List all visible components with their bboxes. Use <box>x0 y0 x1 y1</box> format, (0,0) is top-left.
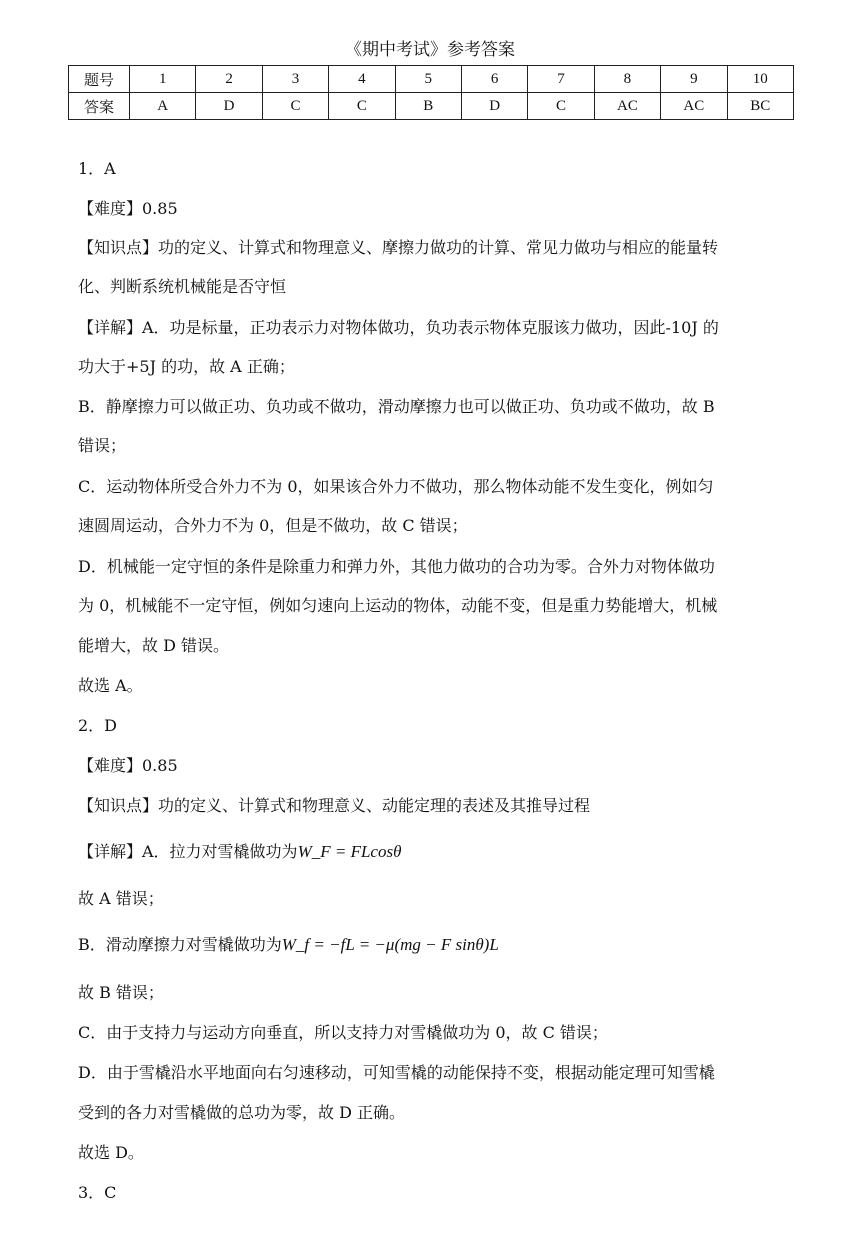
table-cell: D <box>196 93 262 120</box>
choice-line: 故选 A。 <box>78 676 143 695</box>
row-label-number: 题号 <box>69 66 130 93</box>
explanation-line: 错误； <box>78 436 127 455</box>
table-cell: B <box>395 93 461 120</box>
explanation-text: 【详解】A．拉力对雪橇做功为 <box>78 842 298 861</box>
table-cell: 1 <box>130 66 196 93</box>
table-cell: 5 <box>395 66 461 93</box>
table-cell: 10 <box>727 66 793 93</box>
question-2-heading: 2．D <box>78 716 118 735</box>
explanation-line: 受到的各力对雪橇做的总功为零，故 D 正确。 <box>78 1103 406 1122</box>
explanation-line <box>78 934 499 956</box>
table-cell: BC <box>727 93 793 120</box>
row-label-answer: 答案 <box>69 93 130 120</box>
table-cell: D <box>461 93 527 120</box>
explanation-line: 能增大，故 D 错误。 <box>78 636 230 655</box>
table-row <box>69 93 794 120</box>
table-row <box>69 66 794 93</box>
difficulty-line: 【难度】0.85 <box>78 199 178 218</box>
difficulty-line: 【难度】0.85 <box>78 756 178 775</box>
explanation-line: D．机械能一定守恒的条件是除重力和弹力外，其他力做功的合功为零。合外力对物体做功 <box>78 557 715 576</box>
table-cell: 9 <box>661 66 727 93</box>
table-cell: 7 <box>528 66 594 93</box>
page-title: 《期中考试》参考答案 <box>345 40 515 60</box>
explanation-line <box>78 841 401 863</box>
choice-line: 故选 D。 <box>78 1143 144 1162</box>
question-1-heading: 1．A <box>78 159 116 178</box>
explanation-line: 速圆周运动，合外力不为 0，但是不做功，故 C 错误； <box>78 516 468 535</box>
table-cell: C <box>262 93 328 120</box>
knowledge-point-line: 【知识点】功的定义、计算式和物理意义、动能定理的表述及其推导过程 <box>78 796 591 815</box>
table-cell: 2 <box>196 66 262 93</box>
question-3-heading: 3．C <box>78 1183 117 1202</box>
explanation-line: 故 A 错误； <box>78 889 164 908</box>
explanation-line: 故 B 错误； <box>78 983 164 1002</box>
table-cell: C <box>528 93 594 120</box>
explanation-line: C．由于支持力与运动方向垂直，所以支持力对雪橇做功为 0，故 C 错误； <box>78 1023 608 1042</box>
explanation-line: D．由于雪橇沿水平地面向右匀速移动，可知雪橇的动能保持不变，根据动能定理可知雪橇 <box>78 1063 715 1082</box>
table-cell: C <box>329 93 395 120</box>
explanation-line: B．静摩擦力可以做正功、负功或不做功，滑动摩擦力也可以做正功、负功或不做功，故 B <box>78 397 715 416</box>
formula-work-friction: W_f = −fL = −μ(mg − F sinθ)L <box>281 935 499 954</box>
knowledge-point-line: 化、判断系统机械能是否守恒 <box>78 277 287 296</box>
explanation-text: B．滑动摩擦力对雪橇做功为 <box>78 935 282 954</box>
table-cell: A <box>130 93 196 120</box>
answer-table <box>68 65 794 120</box>
knowledge-point-line: 【知识点】功的定义、计算式和物理意义、摩擦力做功的计算、常见力做功与相应的能量转 <box>78 238 719 257</box>
table-cell: AC <box>594 93 660 120</box>
table-cell: 6 <box>461 66 527 93</box>
explanation-line: 功大于+5J 的功，故 A 正确； <box>78 357 295 376</box>
table-cell: AC <box>661 93 727 120</box>
explanation-line: C．运动物体所受合外力不为 0，如果该合外力不做功，那么物体动能不发生变化，例如匀 <box>78 477 714 496</box>
explanation-line: 为 0，机械能不一定守恒，例如匀速向上运动的物体，动能不变，但是重力势能增大，机械 <box>78 596 718 615</box>
formula-work-pull: W_F = FLcosθ <box>297 842 402 861</box>
explanation-line: 【详解】A．功是标量，正功表示力对物体做功，负功表示物体克服该力做功，因此-10J 的 <box>78 318 719 337</box>
table-cell: 8 <box>594 66 660 93</box>
table-cell: 4 <box>329 66 395 93</box>
table-cell: 3 <box>262 66 328 93</box>
